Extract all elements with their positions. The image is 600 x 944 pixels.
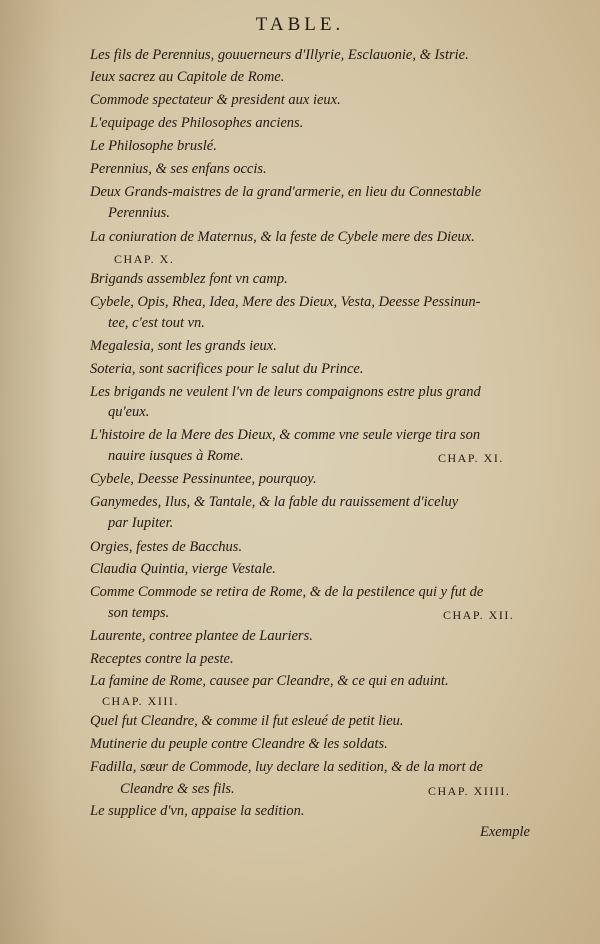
table-entry: nauire iusques à Rome. xyxy=(108,448,244,464)
table-entry: Deux Grands-maistres de la grand'armerie, en lieu du Connestable xyxy=(90,184,482,200)
table-entry: La coniuration de Maternus, & la feste de Cybele mere des Dieux. xyxy=(90,229,475,245)
table-entry: Soteria, sont sacrifices pour le salut du Prince. xyxy=(90,361,364,377)
chapter-marker: CHAP. XIII. xyxy=(102,694,179,708)
table-entry: Les fils de Perennius, gouuerneurs d'Illyrie, Esclauonie, & Istrie. xyxy=(90,47,469,63)
chapter-marker: CHAP. XI. xyxy=(438,451,504,465)
table-entry: Le Philosophe bruslé. xyxy=(90,138,217,154)
table-entry: Cybele, Deesse Pessinuntee, pourquoy. xyxy=(90,471,317,487)
table-entry: Megalesia, sont les grands ieux. xyxy=(90,338,277,354)
table-entry: L'equipage des Philosophes anciens. xyxy=(90,115,304,131)
table-entry: son temps. xyxy=(108,605,170,621)
table-entry: Le supplice d'vn, appaise la sedition. xyxy=(90,803,305,819)
chapter-marker: CHAP. X. xyxy=(114,252,175,266)
table-entry: Fadilla, sœur de Commode, luy declare la sedition, & de la mort de xyxy=(90,759,483,775)
table-entry: Ieux sacrez au Capitole de Rome. xyxy=(90,69,285,85)
table-entry: Commode spectateur & president aux ieux. xyxy=(90,92,341,108)
table-entry: Orgies, festes de Bacchus. xyxy=(90,539,243,555)
catchword: Exemple xyxy=(480,824,530,840)
page-edge-shadow xyxy=(0,0,60,944)
table-entry: Les brigands ne veulent l'vn de leurs compaignons estre plus grand xyxy=(90,384,481,400)
chapter-marker: CHAP. XII. xyxy=(443,608,515,622)
table-entry: Cleandre & ses fils. xyxy=(120,781,235,797)
table-entry: Ganymedes, Ilus, & Tantale, & la fable du rauissement d'iceluy xyxy=(90,494,459,510)
page-heading: TABLE. xyxy=(255,14,345,35)
table-entry: Comme Commode se retira de Rome, & de la pestilence qui y fut de xyxy=(90,584,484,600)
chapter-marker: CHAP. XIIII. xyxy=(428,784,511,798)
table-entry: Brigands assemblez font vn camp. xyxy=(90,271,288,287)
table-entry: Quel fut Cleandre, & comme il fut esleué de petit lieu. xyxy=(90,713,404,729)
table-entry: Cybele, Opis, Rhea, Idea, Mere des Dieux, Vesta, Deesse Pessinun- xyxy=(90,294,481,310)
table-entry: Laurente, contree plantee de Lauriers. xyxy=(90,628,313,644)
table-entry: Perennius, & ses enfans occis. xyxy=(90,161,267,177)
table-entry: Perennius. xyxy=(108,205,170,221)
table-entry: La famine de Rome, causee par Cleandre, & ce qui en aduint. xyxy=(90,673,449,689)
table-entry: Claudia Quintia, vierge Vestale. xyxy=(90,561,276,577)
table-entry: Receptes contre la peste. xyxy=(90,651,234,667)
table-entry: tee, c'est tout vn. xyxy=(108,315,205,331)
table-entry: par Iupiter. xyxy=(108,515,174,531)
table-entry: qu'eux. xyxy=(108,404,150,420)
table-entry: L'histoire de la Mere des Dieux, & comme vne seule vierge tira son xyxy=(90,427,481,443)
table-entry: Mutinerie du peuple contre Cleandre & les soldats. xyxy=(90,736,388,752)
